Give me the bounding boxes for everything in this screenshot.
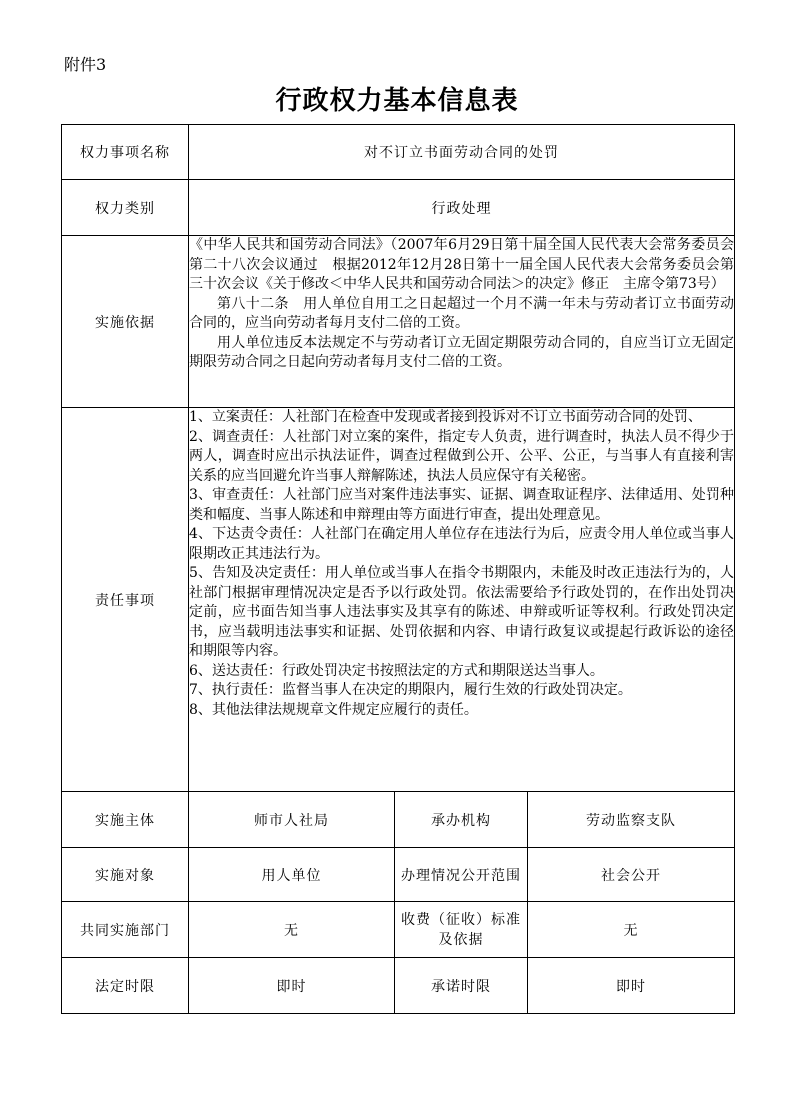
power-name-value: 对不订立书面劳动合同的处罚: [189, 125, 735, 180]
basis-paragraph: 《中华人民共和国劳动合同法》（2007年6月29日第十届全国人民代表大会常务委员会第二十八次会议通过 根据2012年12月28日第十一届全国人民代表大会常务委员会第三十次会议《关于修改＜中华人民共和国劳动合同法＞的决定》修正 主席令第73号）: [189, 237, 735, 292]
responsibility-item: 6、送达责任：行政处罚决定书按照法定的方式和期限送达当事人。: [189, 662, 604, 679]
responsibility-item: 7、执行责任：监督当事人在决定的期限内，履行生效的行政处罚决定。: [189, 682, 632, 698]
fee-standard-label: 收费（征收）标准及依据: [395, 902, 528, 958]
promised-time-limit-value: 即时: [528, 958, 735, 1014]
responsibilities-content: [189, 408, 735, 792]
row-time-limit: [62, 958, 735, 1014]
target-value: 用人单位: [189, 848, 395, 902]
page-title: 行政权力基本信息表: [275, 86, 519, 116]
target-label: 实施对象: [62, 848, 189, 902]
row-joint: [62, 902, 735, 958]
responsibility-item: 3、审查责任：人社部门应当对案件违法事实、证据、调查取证程序、法律适用、处罚种类和幅度、当事人陈述和申辩理由等方面进行审查，提出处理意见。: [189, 487, 735, 523]
basis-paragraph: 用人单位违反本法规定不与劳动者订立无固定期限劳动合同的，自应当订立无固定期限劳动合同之日起向劳动者每月支付二倍的工资。: [189, 334, 735, 370]
row-power-name: [62, 125, 735, 180]
basis-paragraph: 第八十二条 用人单位自用工之日起超过一个月不满一年未与劳动者订立书面劳动合同的，应当向劳动者每月支付二倍的工资。: [189, 295, 735, 331]
legal-time-limit-label: 法定时限: [62, 958, 189, 1014]
disclosure-scope-value: 社会公开: [528, 848, 735, 902]
power-name-label: 权力事项名称: [62, 125, 189, 180]
power-type-value: 行政处理: [189, 180, 735, 236]
responsibility-item: 2、调查责任：人社部门对立案的案件，指定专人负责，进行调查时，执法人员不得少于两人，调查时应出示执法证件，调查过程做到公开、公平、公正，与当事人有直接利害关系的应当回避允许当事人辩解陈述，执法人员应保守有关秘密。: [189, 428, 735, 484]
responsibility-item: 1、立案责任：人社部门在检查中发现或者接到投诉对不订立书面劳动合同的处罚、: [189, 409, 702, 425]
power-type-label: 权力类别: [62, 180, 189, 236]
handling-unit-label: 承办机构: [395, 792, 528, 848]
handling-unit-value: 劳动监察支队: [528, 792, 735, 848]
basis-content: [189, 236, 735, 408]
joint-dept-label: 共同实施部门: [62, 902, 189, 958]
disclosure-scope-label: 办理情况公开范围: [395, 848, 528, 902]
responsibility-item: 8、其他法律法规规章文件规定应履行的责任。: [189, 701, 478, 718]
attachment-label: 附件3: [64, 55, 107, 74]
row-target: [62, 848, 735, 902]
responsibility-item: 4、下达责令责任：人社部门在确定用人单位存在违法行为后，应责令用人单位或当事人限期改正其违法行为。: [189, 526, 735, 562]
basis-label: 实施依据: [62, 236, 189, 408]
fee-standard-value: 无: [528, 902, 735, 958]
responsibility-item: 5、告知及决定责任：用人单位或当事人在指令书期限内，未能及时改正违法行为的，人社部门根据审理情况决定是否予以行政处罚。依法需要给予行政处罚的，在作出处罚决定前，应书面告知当事人违法事实及其享有的陈述、申辩或听证等权利。行政处罚决定书，应当载明违法事实和证据、处罚依据和内容、申请行政复议或提起行政诉讼的途径和期限等内容。: [189, 565, 735, 659]
legal-time-limit-value: 即时: [189, 958, 395, 1014]
joint-dept-value: 无: [189, 902, 395, 958]
row-responsibilities: [62, 408, 735, 792]
row-subject: [62, 792, 735, 848]
row-power-type: [62, 180, 735, 236]
responsibilities-label: 责任事项: [62, 408, 189, 792]
subject-value: 师市人社局: [189, 792, 395, 848]
promised-time-limit-label: 承诺时限: [395, 958, 528, 1014]
subject-label: 实施主体: [62, 792, 189, 848]
info-table: [61, 124, 735, 1014]
row-basis: [62, 236, 735, 408]
